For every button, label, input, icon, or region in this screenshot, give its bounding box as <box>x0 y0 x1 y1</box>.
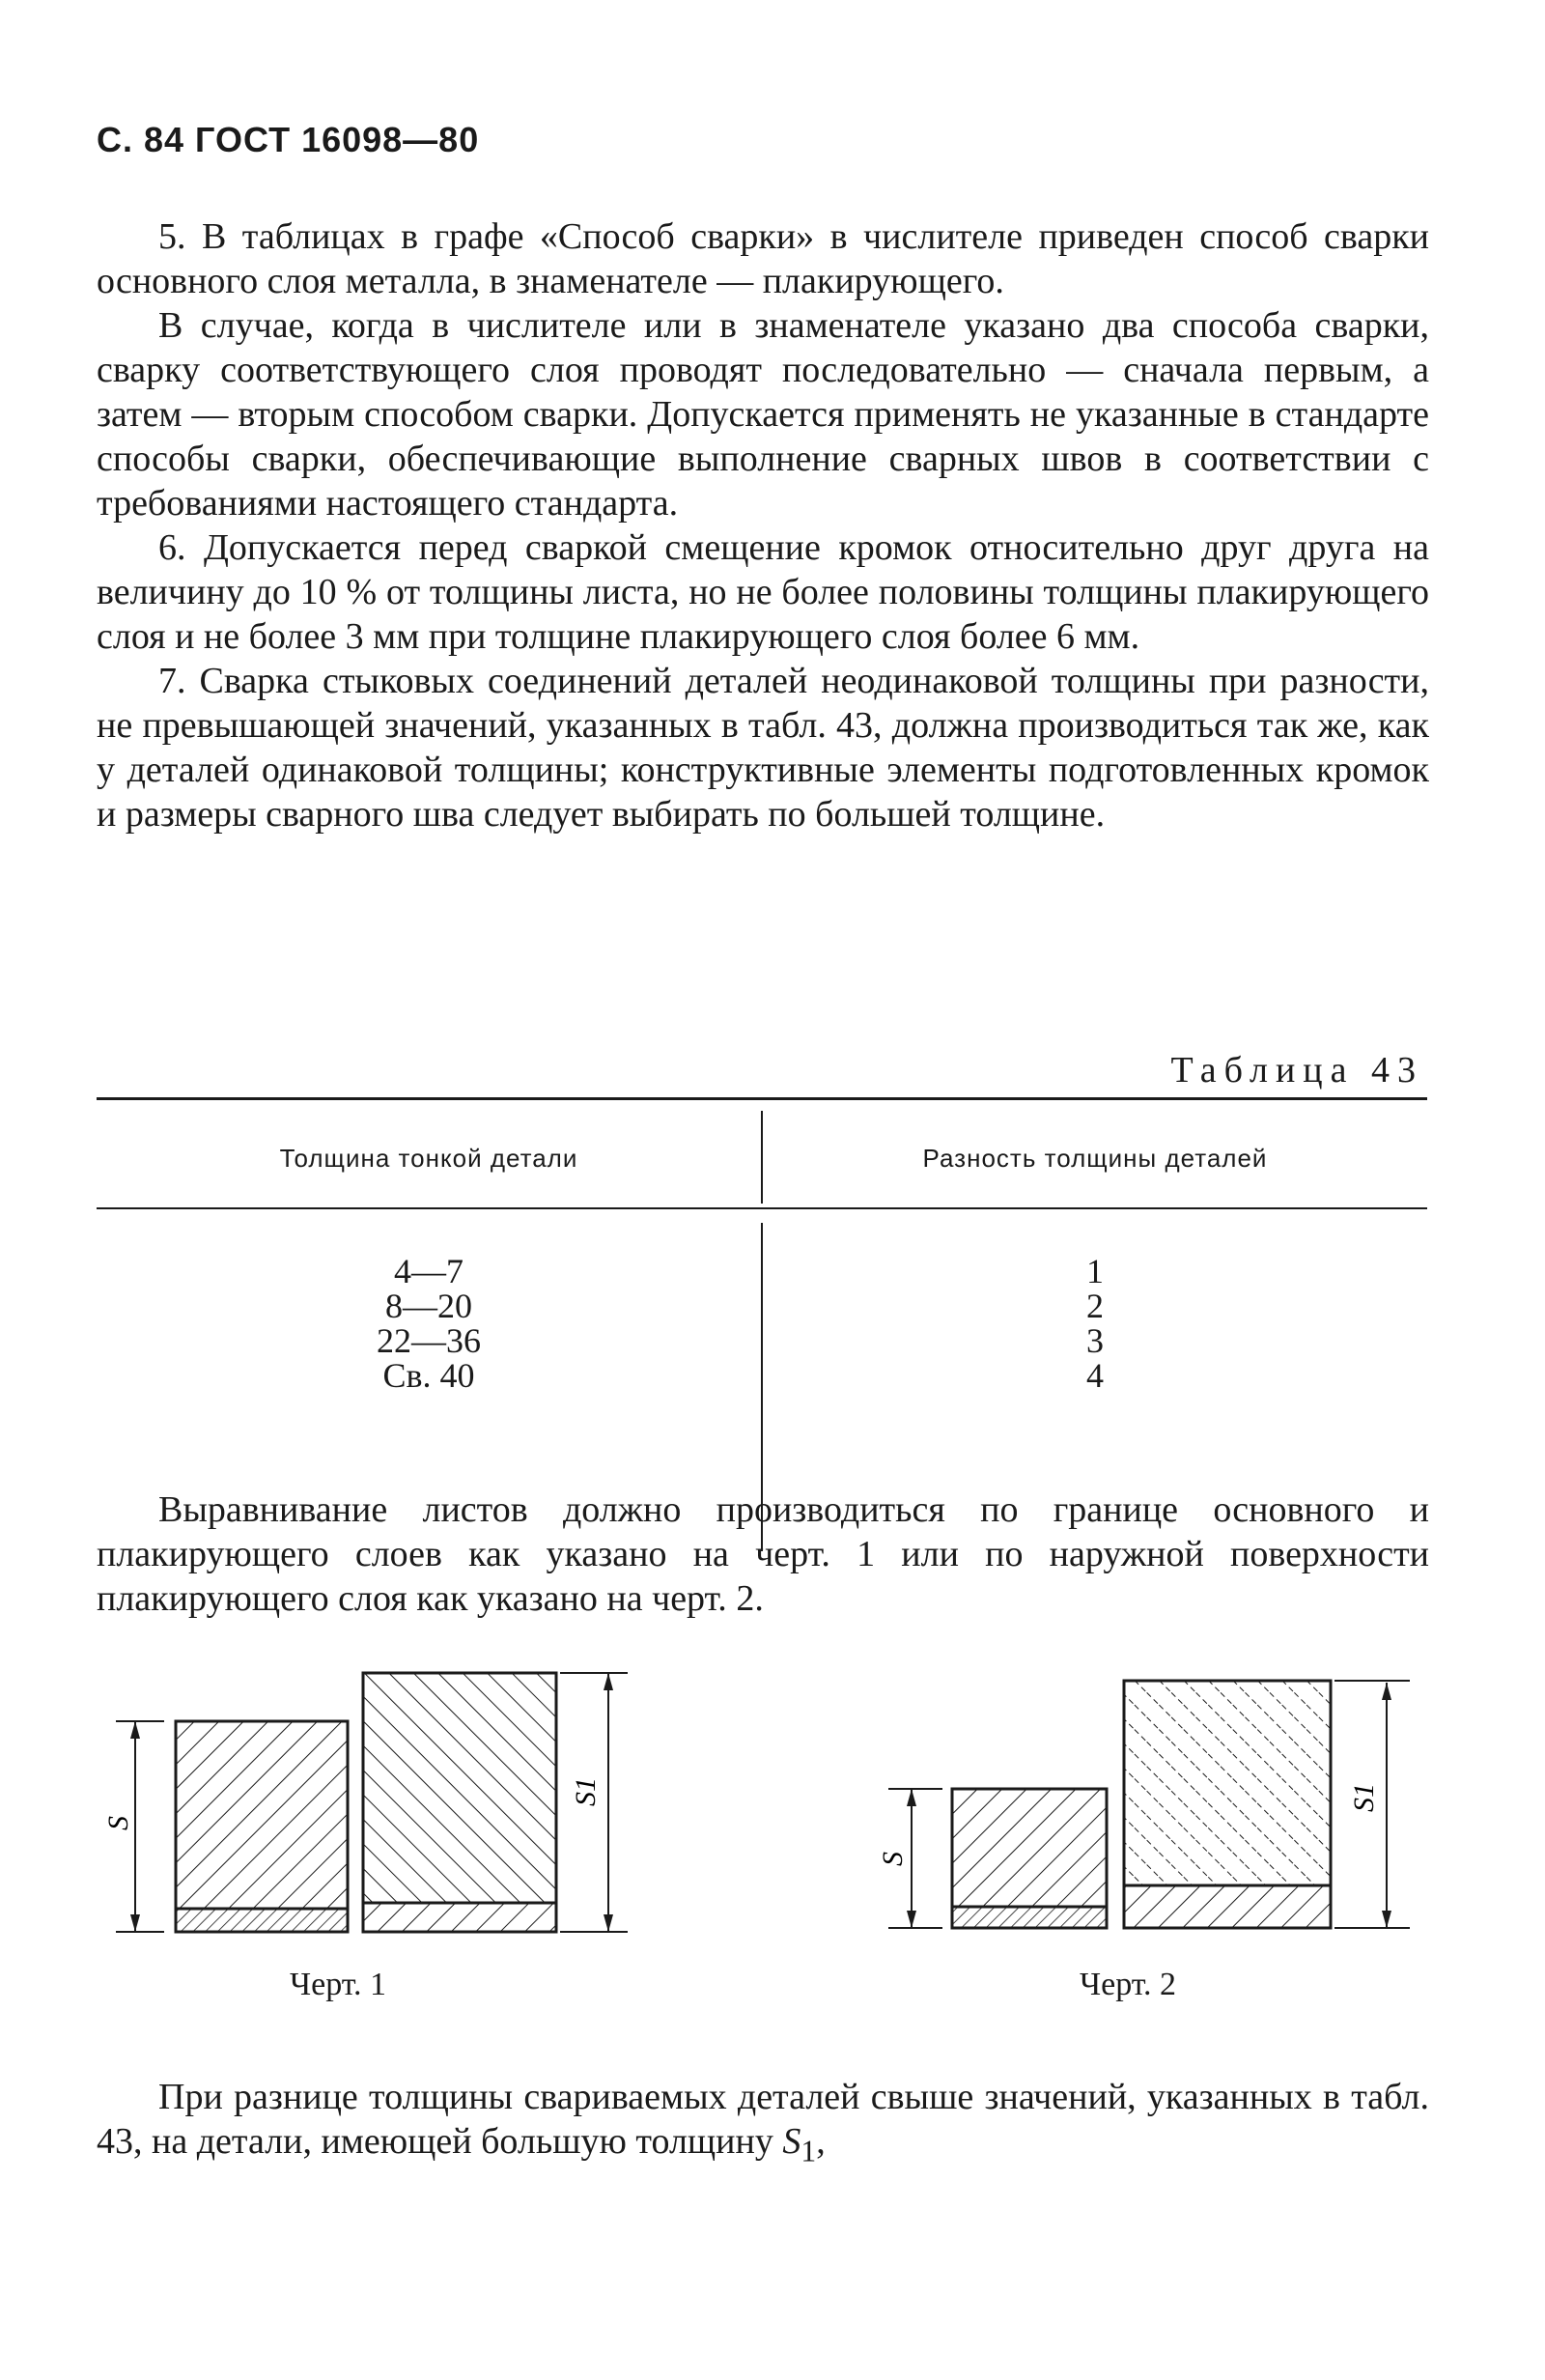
table-cell: Св. 40 <box>382 1356 475 1395</box>
arrow-head <box>604 1914 613 1932</box>
figure-1-caption: Черт. 1 <box>290 1967 387 2002</box>
label-s1: S1 <box>1348 1783 1380 1812</box>
paragraph-5-continuation: В случае, когда в числителе или в знаменателе указано два способа сварки, сварку соответствующего слоя проводят последовательно — сначала первым, а затем — вторым способом сварки. Допускается применять не указанные в стандарте способы сварки, обеспечивающие выполнение сварных швов в соответствии с требованиями настоящего стандарта. <box>97 305 1429 524</box>
alignment-paragraph <box>97 1488 1429 1621</box>
table-cell: 22—36 <box>377 1321 481 1360</box>
table-top-rule <box>97 1097 1427 1100</box>
thin-clad-layer <box>952 1907 1107 1928</box>
body-text <box>97 214 1429 836</box>
thin-base-layer <box>952 1789 1107 1907</box>
thick-base-layer <box>1124 1681 1331 1885</box>
table-caption: Таблица 43 <box>1170 1050 1423 1091</box>
paragraph-5: 5. В таблицах в графе «Способ сварки» в числителе приведен способ сварки основного слоя металла, в знаменателе — плакирующего. <box>97 216 1429 301</box>
fig-ref-2: 2. <box>736 1578 764 1619</box>
table-cell: 2 <box>1086 1287 1104 1325</box>
table-header-rule <box>97 1207 1427 1209</box>
thin-clad-layer <box>176 1909 348 1932</box>
arrow-head <box>1382 1911 1391 1928</box>
column-diff-values <box>763 1254 1427 1393</box>
column-header-thin: Толщина тонкой детали <box>279 1144 578 1173</box>
label-s1: S1 <box>570 1777 602 1806</box>
column-header-diff: Разность толщины деталей <box>922 1144 1268 1173</box>
thickness-symbol: S <box>782 2121 801 2162</box>
thick-clad-layer <box>363 1903 556 1932</box>
paragraph-7: 7. Сварка стыковых соединений деталей неодинаковой толщины при разности, не превышающей значений, указанных в табл. 43, должна производиться так же, как у деталей одинаковой толщины; конструктивные элементы подготовленных кромок и размеры сварного шва следует выбирать по большей толщине. <box>97 661 1429 835</box>
arrow-head <box>907 1911 916 1928</box>
table-cell: 1 <box>1086 1252 1104 1290</box>
arrow-head <box>130 1914 140 1932</box>
thick-base-layer <box>363 1673 556 1903</box>
table-cell: 3 <box>1086 1321 1104 1360</box>
label-s: S <box>102 1816 134 1830</box>
thickness-subscript: 1 <box>801 2134 817 2168</box>
fig-ref-1: 1 <box>857 1534 876 1574</box>
column-thin-values <box>97 1254 761 1393</box>
thick-clad-layer <box>1124 1885 1331 1928</box>
arrow-head <box>907 1789 916 1806</box>
figure-2-drawing <box>877 1681 1429 1932</box>
arrow-head <box>604 1673 613 1690</box>
label-s: S <box>877 1852 909 1866</box>
bottom-text: При разнице толщины свариваемых деталей свыше значений, указанных в табл. 43, на детали, имеющей большую толщину <box>97 2077 1429 2162</box>
figure-1-drawing <box>102 1661 647 1951</box>
table-cell: 4—7 <box>394 1252 464 1290</box>
table-cell: 4 <box>1086 1356 1104 1395</box>
arrow-head <box>1382 1683 1391 1700</box>
figure-2 <box>877 1681 1429 1932</box>
page-header: С. 84 ГОСТ 16098—80 <box>97 120 480 159</box>
alignment-text-1: Выравнивание листов должно производиться по границе основного и плакирующего слоев как указано на черт. <box>97 1489 1429 1574</box>
figure-1 <box>102 1661 647 1951</box>
alignment-text-2: или по наружной поверхности плакирующего слоя как указано на черт. <box>97 1534 1430 1619</box>
figure-2-caption: Черт. 2 <box>1080 1967 1177 2002</box>
bottom-paragraph <box>97 2075 1429 2174</box>
arrow-head <box>130 1721 140 1739</box>
table-cell: 8—20 <box>385 1287 472 1325</box>
thin-base-layer <box>176 1721 348 1909</box>
bottom-tail: , <box>816 2121 826 2162</box>
paragraph-6: 6. Допускается перед сваркой смещение кромок относительно друг друга на величину до 10 % от толщины листа, но не более половины толщины плакирующего слоя и не более 3 мм при толщине плакирующего слоя более 6 мм. <box>97 527 1429 657</box>
